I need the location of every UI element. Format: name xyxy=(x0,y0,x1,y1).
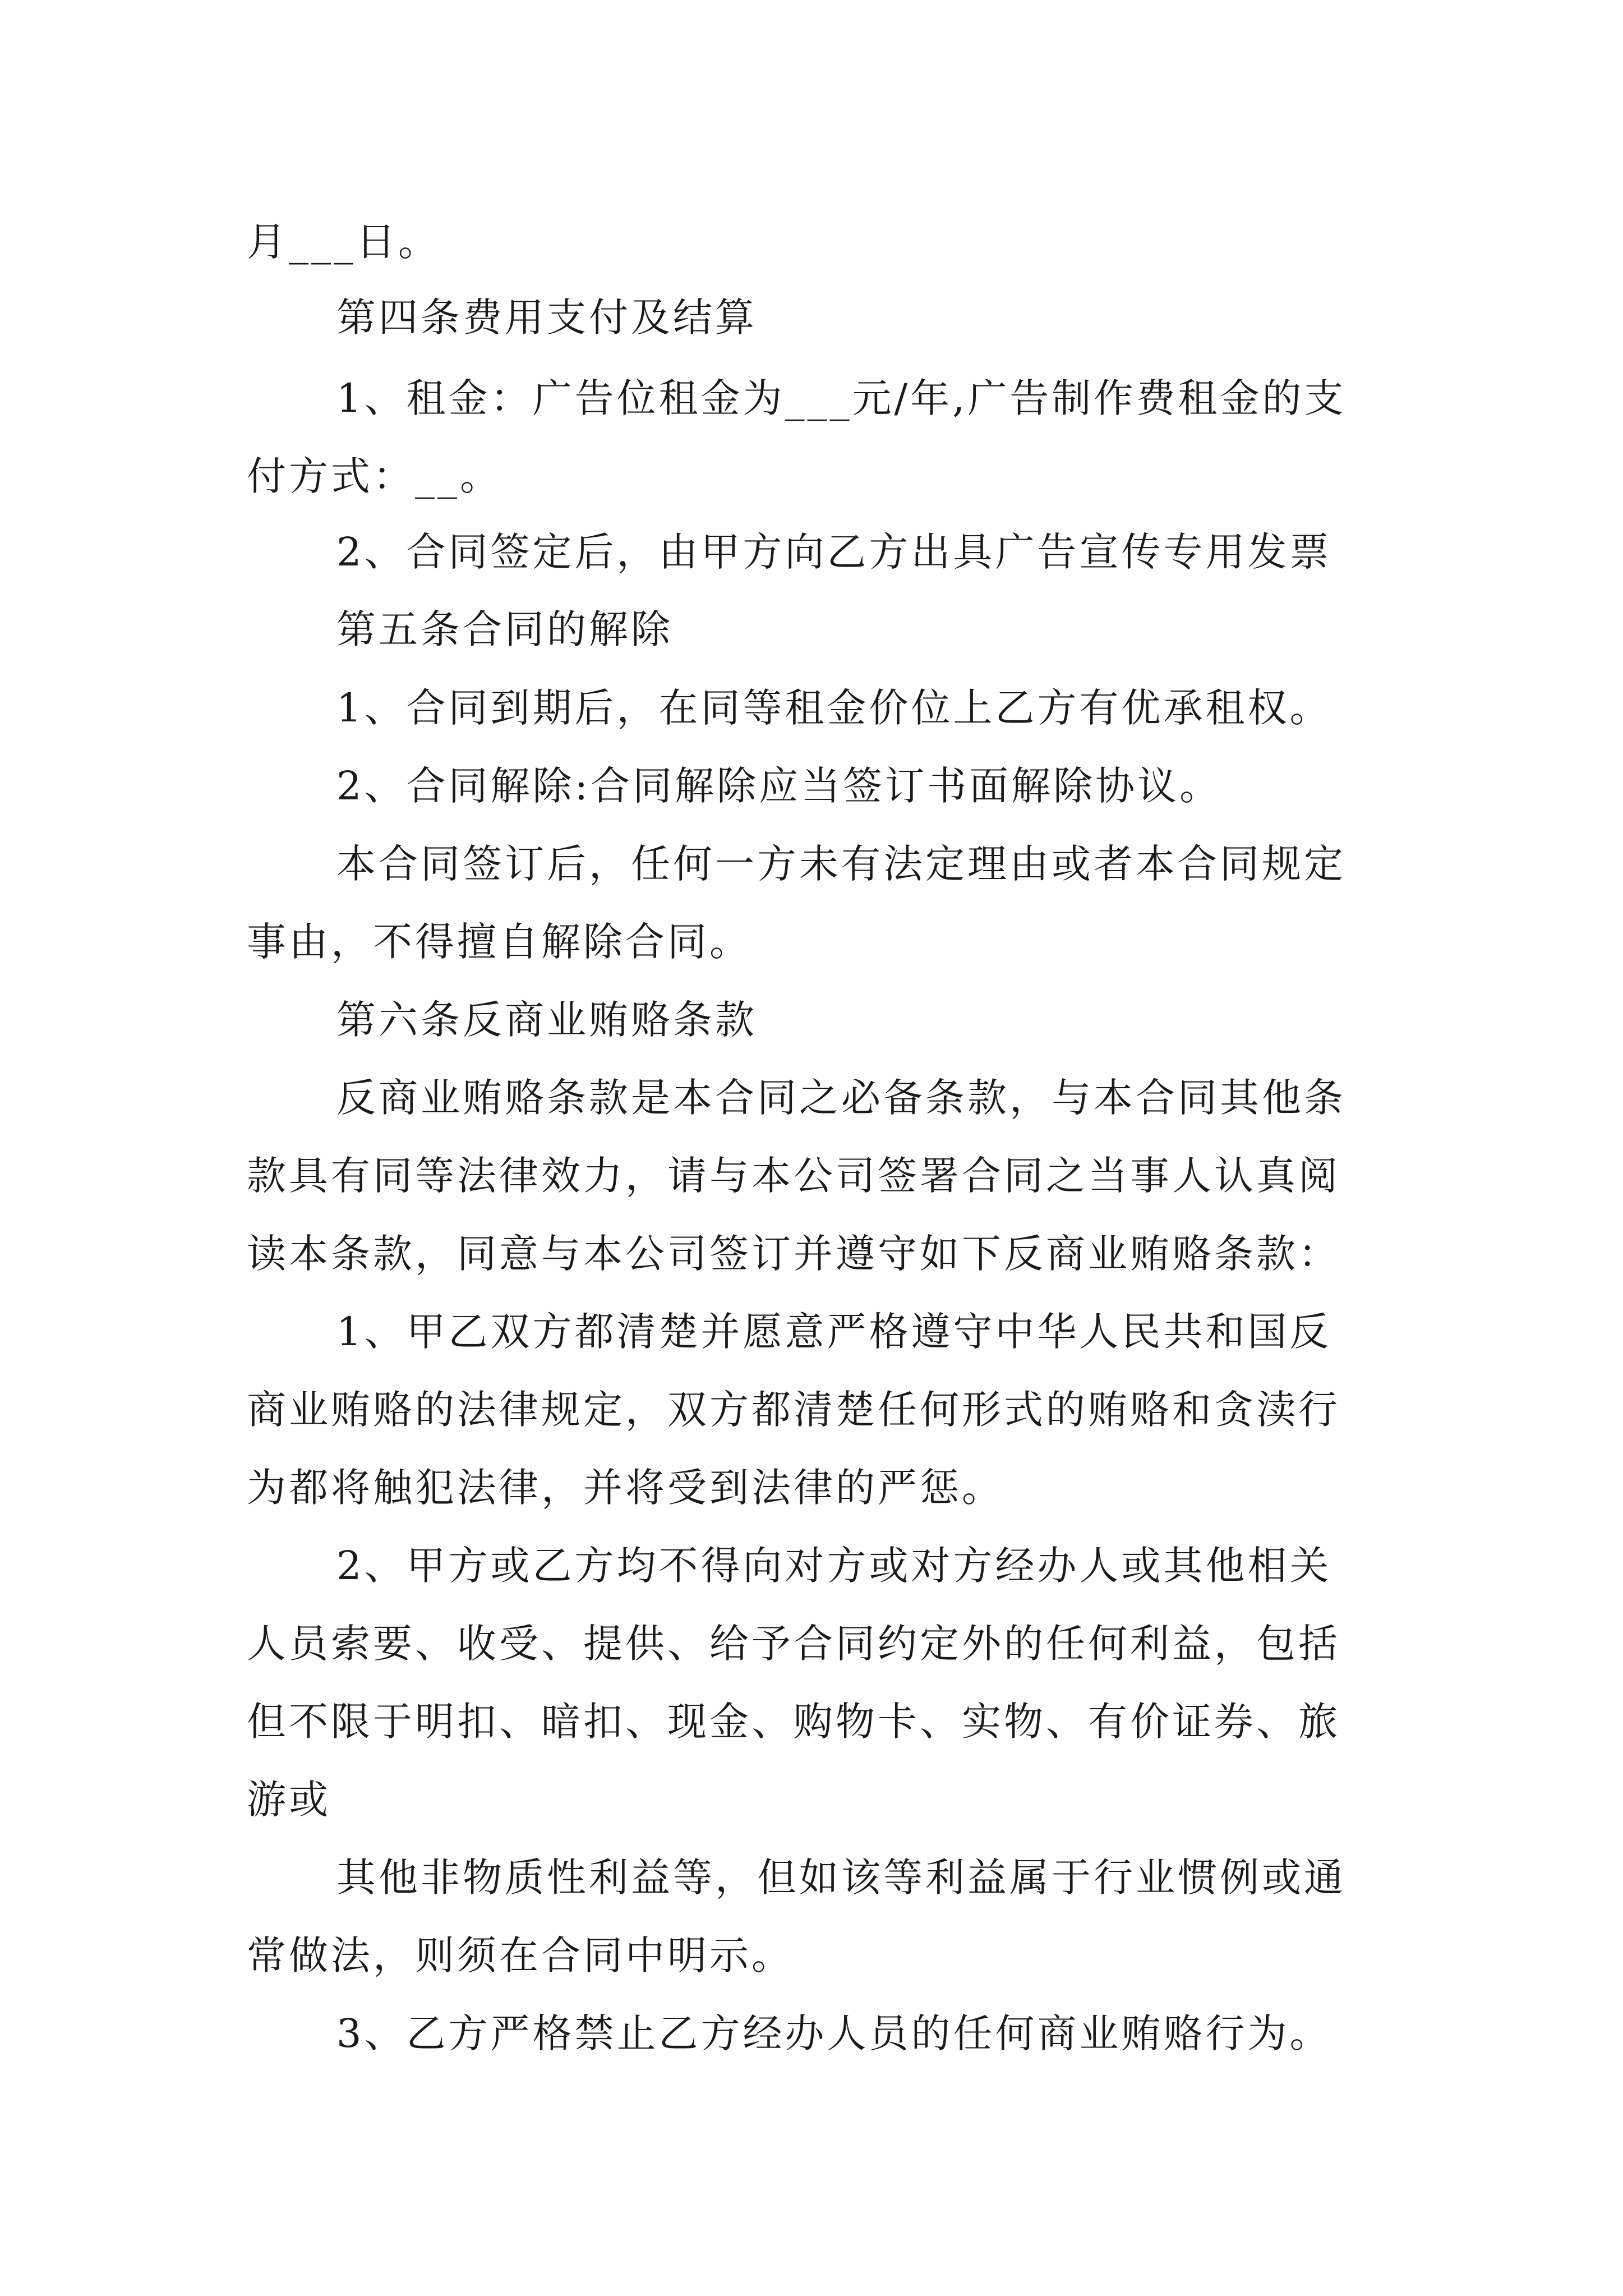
text-line: 款具有同等法律效力，请与本公司签署合同之当事人认真阅 xyxy=(247,1153,1340,1199)
text-line: 商业贿赂的法律规定，双方都清楚任何形式的贿赂和贪渎行 xyxy=(247,1387,1340,1433)
text-line: 2、合同签定后，由甲方向乙方出具广告宣传专用发票 xyxy=(336,529,1332,575)
section-heading: 第四条费用支付及结算 xyxy=(336,295,757,341)
text-line: 事由，不得擅自解除合同。 xyxy=(247,919,751,965)
section-heading: 第五条合同的解除 xyxy=(336,606,673,652)
text-line: 2、甲方或乙方均不得向对方或对方经办人或其他相关 xyxy=(336,1543,1332,1589)
text-line: 2、合同解除:合同解除应当签订书面解除协议。 xyxy=(336,763,1222,809)
text-line: 1、租金：广告位租金为___元/年,广告制作费租金的支 xyxy=(336,375,1347,421)
text-line: 为都将触犯法律，并将受到法律的严惩。 xyxy=(247,1465,1004,1511)
text-line: 本合同签订后，任何一方未有法定理由或者本合同规定 xyxy=(336,841,1346,887)
text-line: 反商业贿赂条款是本合同之必备条款，与本合同其他条 xyxy=(336,1075,1346,1121)
section-heading: 第六条反商业贿赂条款 xyxy=(336,997,757,1043)
text-line: 但不限于明扣、暗扣、现金、购物卡、实物、有价证券、旅 xyxy=(247,1699,1340,1745)
text-line: 1、合同到期后，在同等租金价位上乙方有优承租权。 xyxy=(336,685,1332,731)
text-line: 读本条款，同意与本公司签订并遵守如下反商业贿赂条款： xyxy=(247,1231,1340,1277)
text-line: 常做法，则须在合同中明示。 xyxy=(247,1932,794,1978)
text-line: 1、甲乙双方都清楚并愿意严格遵守中华人民共和国反 xyxy=(336,1309,1332,1355)
text-line: 月___日。 xyxy=(247,219,440,265)
text-line: 付方式：__。 xyxy=(247,453,502,499)
text-line: 3、乙方严格禁止乙方经办人员的任何商业贿赂行为。 xyxy=(336,2010,1332,2056)
text-line: 其他非物质性利益等，但如该等利益属于行业惯例或通 xyxy=(336,1855,1346,1901)
text-line: 游或 xyxy=(247,1777,331,1823)
text-line: 人员索要、收受、提供、给予合同约定外的任何利益，包括 xyxy=(247,1621,1340,1667)
